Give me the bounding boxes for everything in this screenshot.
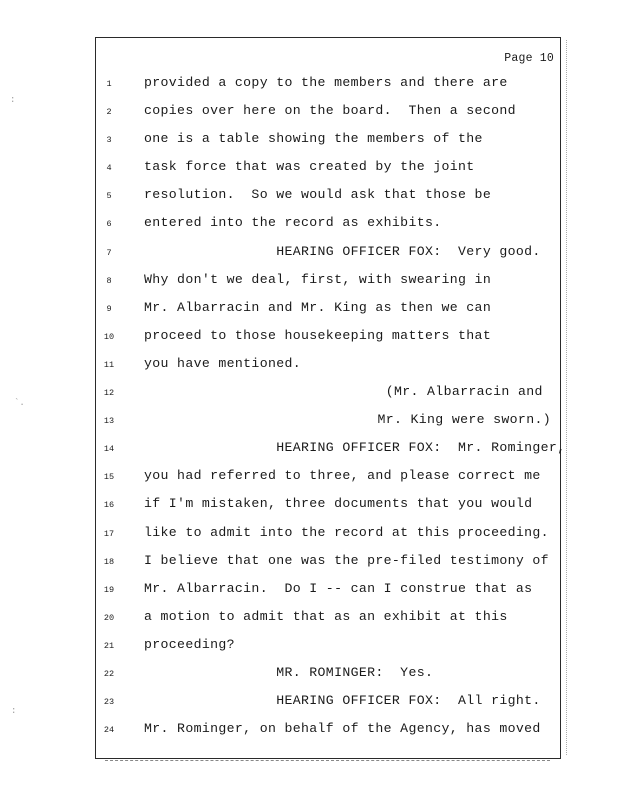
transcript-lines xyxy=(96,71,566,745)
transcript-line xyxy=(96,577,560,605)
line-text: MR. ROMINGER: Yes. xyxy=(144,664,434,680)
scan-speck-middle: `. xyxy=(14,398,25,408)
line-number: 15 xyxy=(103,472,115,483)
transcript-line xyxy=(96,464,560,492)
line-text: a motion to admit that as an exhibit at this xyxy=(144,608,508,624)
transcript-line xyxy=(96,717,560,745)
line-number: 18 xyxy=(103,556,115,567)
line-text: Mr. Rominger, on behalf of the Agency, has moved xyxy=(144,721,541,737)
transcript-line xyxy=(96,268,560,296)
line-text: Mr. King were sworn.) xyxy=(377,412,551,428)
line-number: 21 xyxy=(103,640,115,651)
line-text: (Mr. Albarracin and xyxy=(385,384,551,400)
transcript-line xyxy=(96,492,560,520)
transcript-line xyxy=(96,71,560,99)
line-number: 3 xyxy=(106,135,112,146)
transcript-line xyxy=(96,521,560,549)
line-text: if I'm mistaken, three documents that you would xyxy=(144,496,533,512)
transcript-line xyxy=(96,689,560,717)
transcript-line xyxy=(96,380,560,408)
transcript-line xyxy=(96,127,560,155)
line-number: 9 xyxy=(106,303,112,314)
line-text: one is a table showing the members of the xyxy=(144,131,483,147)
transcript-line xyxy=(96,549,560,577)
line-text: Mr. Albarracin and Mr. King as then we can xyxy=(144,299,492,315)
line-text: I believe that one was the pre-filed testimony of xyxy=(144,552,549,568)
line-text: HEARING OFFICER FOX: Mr. Rominger, xyxy=(144,440,566,456)
transcript-line xyxy=(96,183,560,211)
transcript-line xyxy=(96,324,560,352)
page-right-edge xyxy=(566,40,567,755)
line-text: entered into the record as exhibits. xyxy=(144,215,442,231)
transcript-line xyxy=(96,155,560,183)
transcript-line xyxy=(96,99,560,127)
line-number: 7 xyxy=(106,247,112,258)
line-text: copies over here on the board. Then a second xyxy=(144,103,516,119)
line-text: HEARING OFFICER FOX: All right. xyxy=(144,693,541,709)
line-number: 12 xyxy=(103,388,115,399)
transcript-line xyxy=(96,436,566,464)
footer-rule xyxy=(105,760,550,761)
line-text: like to admit into the record at this proceeding. xyxy=(144,524,549,540)
scan-speck-top: : xyxy=(10,95,16,105)
line-number: 16 xyxy=(103,500,115,511)
line-number: 23 xyxy=(103,697,115,708)
line-text: resolution. So we would ask that those be xyxy=(144,187,492,203)
transcript-line xyxy=(96,605,560,633)
transcript-page xyxy=(95,37,566,759)
line-number: 10 xyxy=(103,331,115,342)
transcript-line xyxy=(96,661,560,689)
line-text: HEARING OFFICER FOX: Very good. xyxy=(144,243,541,259)
line-text: proceeding? xyxy=(144,636,235,652)
line-number: 17 xyxy=(103,528,115,539)
line-number: 13 xyxy=(103,416,115,427)
scan-speck-bottom: : xyxy=(11,706,17,716)
line-text: proceed to those housekeeping matters that xyxy=(144,327,492,343)
line-number: 6 xyxy=(106,219,112,230)
line-number: 2 xyxy=(106,107,112,118)
line-number: 22 xyxy=(103,668,115,679)
transcript-line xyxy=(96,352,560,380)
line-number: 20 xyxy=(103,612,115,623)
transcript-line xyxy=(96,408,560,436)
line-number: 19 xyxy=(103,584,115,595)
line-text: provided a copy to the members and there are xyxy=(144,75,508,90)
line-text: task force that was created by the joint xyxy=(144,159,475,175)
line-text: you had referred to three, and please correct me xyxy=(144,468,541,484)
line-number: 11 xyxy=(103,359,115,370)
line-text: you have mentioned. xyxy=(144,355,302,371)
transcript-line xyxy=(96,633,560,661)
line-number: 4 xyxy=(106,163,112,174)
line-number: 5 xyxy=(106,191,112,202)
page-number: Page 10 xyxy=(504,52,554,65)
line-number: 8 xyxy=(106,275,112,286)
line-number: 1 xyxy=(106,79,112,89)
line-number: 24 xyxy=(103,725,115,736)
transcript-line xyxy=(96,240,560,268)
line-text: Mr. Albarracin. Do I -- can I construe that as xyxy=(144,580,533,596)
transcript-line xyxy=(96,296,560,324)
transcript-line xyxy=(96,211,560,239)
line-number: 14 xyxy=(103,444,115,455)
line-text: Why don't we deal, first, with swearing in xyxy=(144,271,492,287)
